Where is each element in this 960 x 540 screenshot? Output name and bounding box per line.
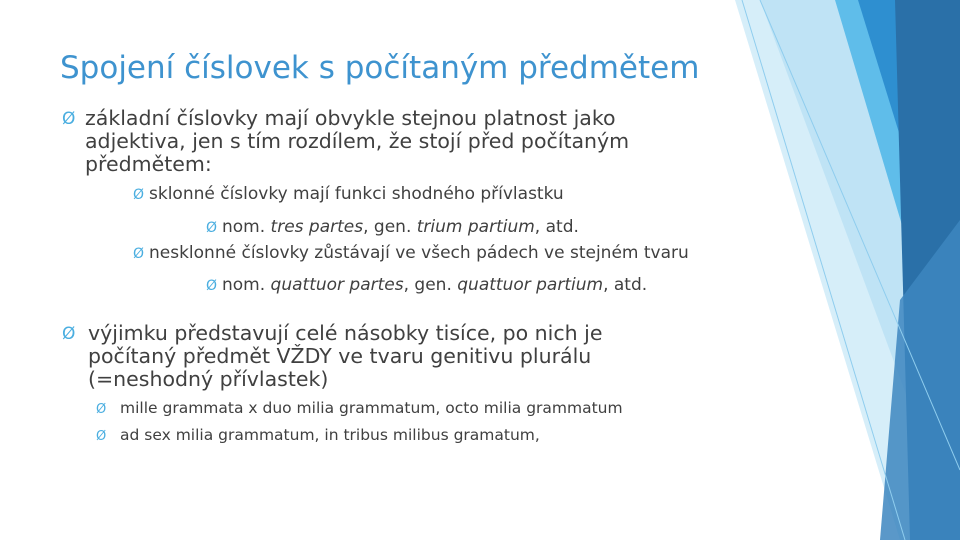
bullet-2-1 — [96, 399, 623, 418]
example-part: nom. — [222, 275, 271, 295]
bullet-2-text: výjimku představují celé násobky tisíce, po nich je počítaný předmět VŽDY ve tvaru genitivu plurálu (=neshodný přívlastek) — [88, 321, 603, 391]
bullet-1-1 — [133, 184, 564, 204]
example-latin-italic: trium partium — [416, 217, 535, 237]
bullet-2-2-text: ad sex milia grammatum, in tribus milibus gramatum, — [120, 426, 540, 444]
bullet-arrow-icon: Ø — [96, 402, 107, 417]
bullet-1-2-example — [206, 275, 647, 295]
bullet-arrow-icon: Ø — [133, 187, 145, 203]
example-latin-italic: tres partes — [270, 217, 364, 237]
bullet-arrow-icon: Ø — [133, 246, 145, 262]
bullet-arrow-icon: Ø — [206, 278, 218, 294]
slide-title: Spojení číslovek s počítaným předmětem — [60, 50, 700, 86]
bullet-1-1-example — [206, 217, 579, 237]
bullet-1 — [62, 107, 722, 176]
bullet-1-2 — [133, 243, 689, 263]
bullet-arrow-icon: Ø — [62, 109, 76, 129]
bullet-2 — [62, 322, 682, 391]
bullet-arrow-icon: Ø — [62, 324, 76, 344]
bullet-1-text: základní číslovky mají obvykle stejnou platnost jako adjektiva, jen s tím rozdílem, že stojí před počítaným předmětem: — [85, 106, 630, 176]
example-part: nom. — [222, 217, 271, 237]
example-text — [206, 217, 579, 237]
bullet-1-1-text: sklonné číslovky mají funkci shodného přívlastku — [149, 184, 564, 204]
example-part: , gen. — [403, 275, 458, 295]
example-part: , atd. — [603, 275, 648, 295]
example-part: , gen. — [363, 217, 417, 237]
bullet-2-1-text: mille grammata x duo milia grammatum, octo milia grammatum — [120, 399, 623, 417]
example-latin-italic: quattuor partes — [270, 275, 404, 295]
example-latin-italic: quattuor partium — [457, 275, 604, 295]
bullet-arrow-icon: Ø — [206, 220, 218, 236]
example-text — [206, 275, 647, 295]
example-part: , atd. — [534, 217, 579, 237]
bullet-arrow-icon: Ø — [96, 429, 107, 444]
bullet-2-2 — [96, 426, 540, 445]
bullet-1-2-text: nesklonné číslovky zůstávají ve všech pádech ve stejném tvaru — [149, 243, 689, 263]
